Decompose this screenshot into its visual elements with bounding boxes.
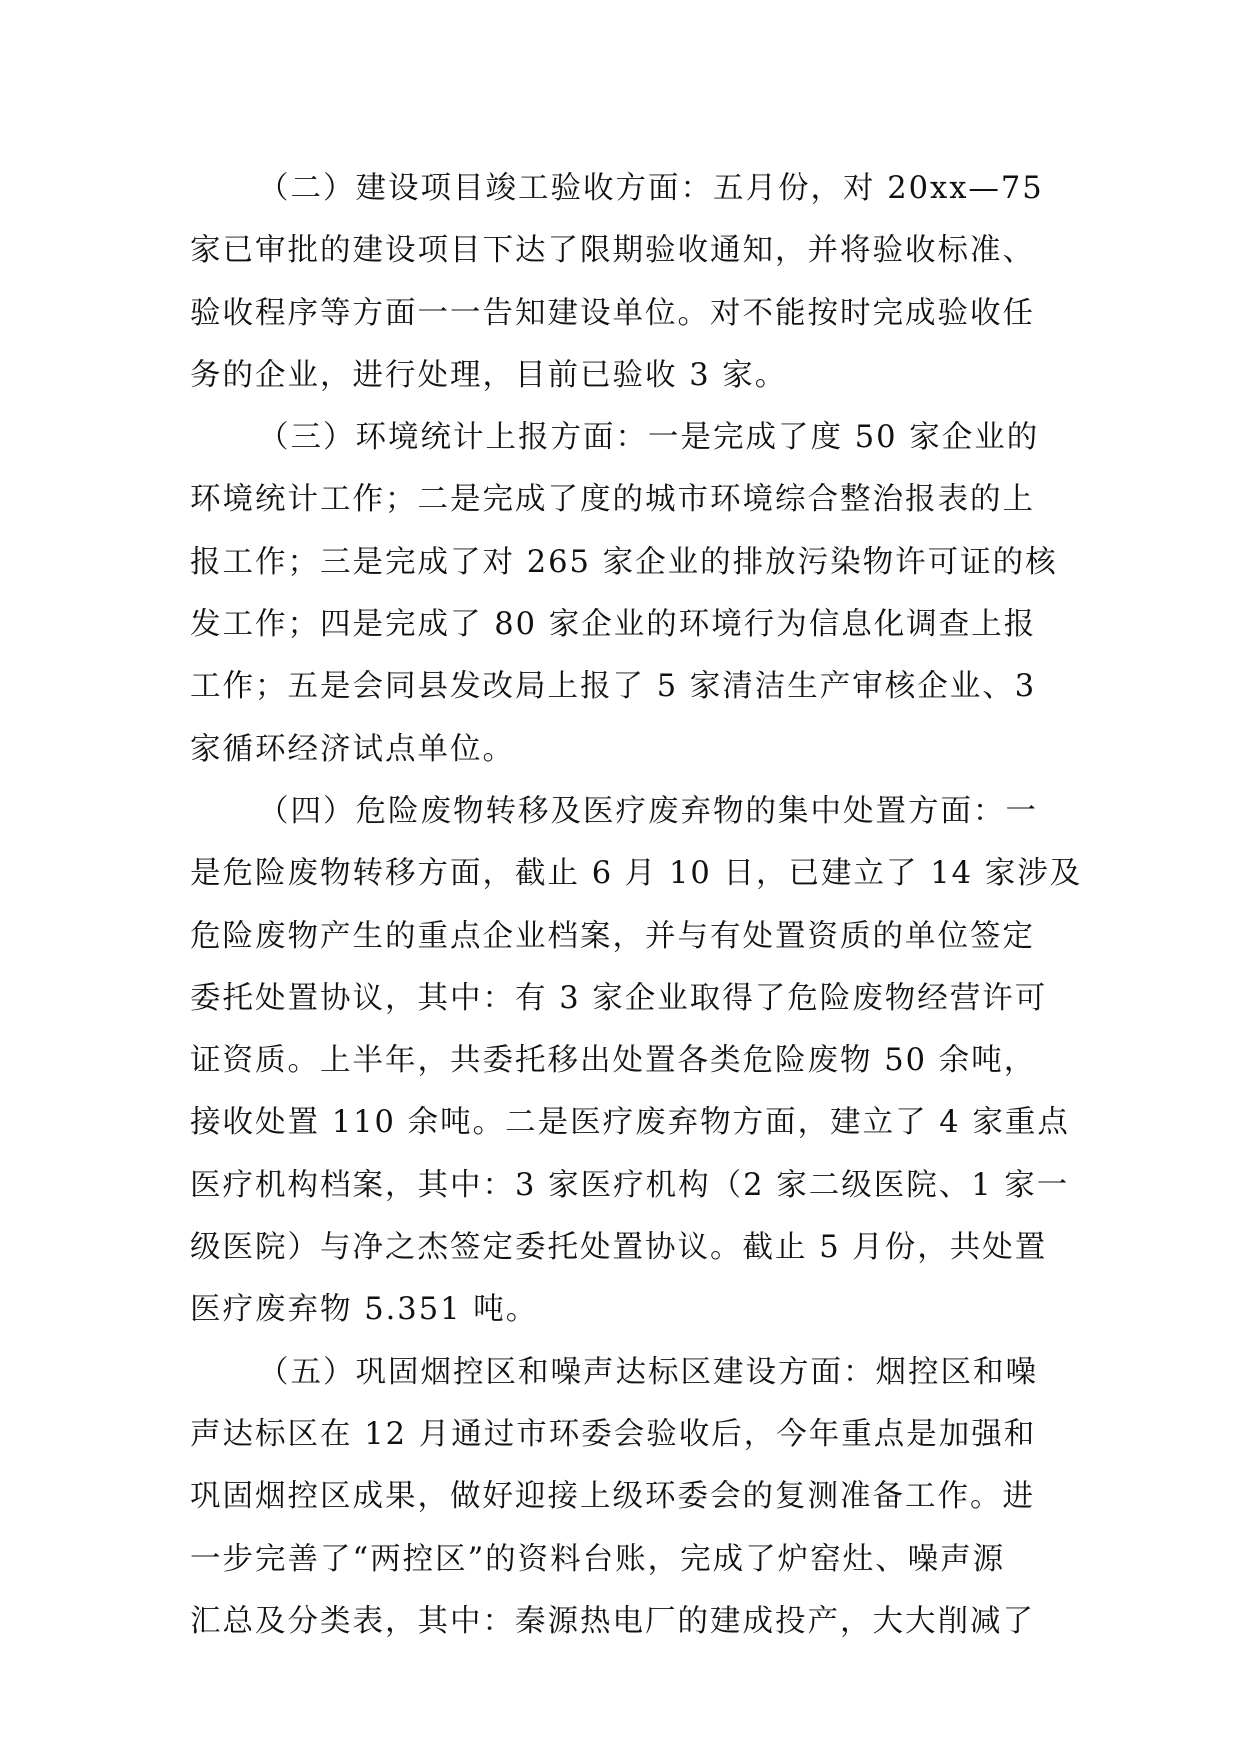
text-line: 声达标区在 12 月通过市环委会验收后，今年重点是加强和 bbox=[190, 1416, 1037, 1452]
text-line: 发工作；四是完成了 80 家企业的环境行为信息化调查上报 bbox=[190, 607, 1037, 643]
text-line: 级医院）与净之杰签定委托处置协议。截止 5 月份，共处置 bbox=[190, 1230, 1048, 1266]
text-line: 委托处置协议，其中：有 3 家企业取得了危险废物经营许可 bbox=[190, 980, 1048, 1016]
text-line: 报工作；三是完成了对 265 家企业的排放污染物许可证的核 bbox=[190, 544, 1058, 580]
text-line: 是危险废物转移方面，截止 6 月 10 日，已建立了 14 家涉及 bbox=[190, 856, 1083, 892]
text-line: 验收程序等方面一一告知建设单位。对不能按时完成验收任 bbox=[190, 295, 1035, 331]
text-line: 接收处置 110 余吨。二是医疗废弃物方面，建立了 4 家重点 bbox=[190, 1105, 1070, 1141]
text-line: （四）危险废物转移及医疗废弃物的集中处置方面：一 bbox=[258, 793, 1038, 829]
text-line: （三）环境统计上报方面：一是完成了度 50 家企业的 bbox=[258, 420, 1040, 456]
text-line: 证资质。上半年，共委托移出处置各类危险废物 50 余吨， bbox=[190, 1043, 1037, 1079]
text-line: 环境统计工作；二是完成了度的城市环境综合整治报表的上 bbox=[190, 482, 1035, 518]
text-line: 汇总及分类表，其中：秦源热电厂的建成投产，大大削减了 bbox=[190, 1603, 1035, 1639]
document-body bbox=[190, 158, 1083, 1653]
text-line: 巩固烟控区成果，做好迎接上级环委会的复测准备工作。进 bbox=[190, 1479, 1035, 1515]
paragraph-smoke-noise-control bbox=[190, 1342, 1052, 1653]
paragraph-completion-acceptance bbox=[190, 158, 1052, 407]
text-line: 家循环经济试点单位。 bbox=[190, 731, 515, 767]
paragraph-environment-statistics bbox=[190, 407, 1058, 781]
text-line: （二）建设项目竣工验收方面：五月份，对 20xx—75 bbox=[258, 171, 1044, 206]
text-line: 工作；五是会同县发改局上报了 5 家清洁生产审核企业、3 bbox=[190, 669, 1037, 705]
text-line: 务的企业，进行处理，目前已验收 3 家。 bbox=[190, 357, 788, 393]
text-line: 危险废物产生的重点企业档案，并与有处置资质的单位签定 bbox=[190, 918, 1035, 954]
text-line: （五）巩固烟控区和噪声达标区建设方面：烟控区和噪 bbox=[258, 1354, 1038, 1390]
text-line: 医疗机构档案，其中：3 家医疗机构（2 家二级医院、1 家一 bbox=[190, 1167, 1070, 1203]
text-line: 家已审批的建设项目下达了限期验收通知，并将验收标准、 bbox=[190, 233, 1035, 269]
text-line: 一步完善了“两控区”的资料台账，完成了炉窑灶、噪声源 bbox=[190, 1541, 1006, 1577]
text-line: 医疗废弃物 5.351 吨。 bbox=[190, 1292, 539, 1328]
paragraph-hazardous-waste bbox=[190, 781, 1083, 1342]
